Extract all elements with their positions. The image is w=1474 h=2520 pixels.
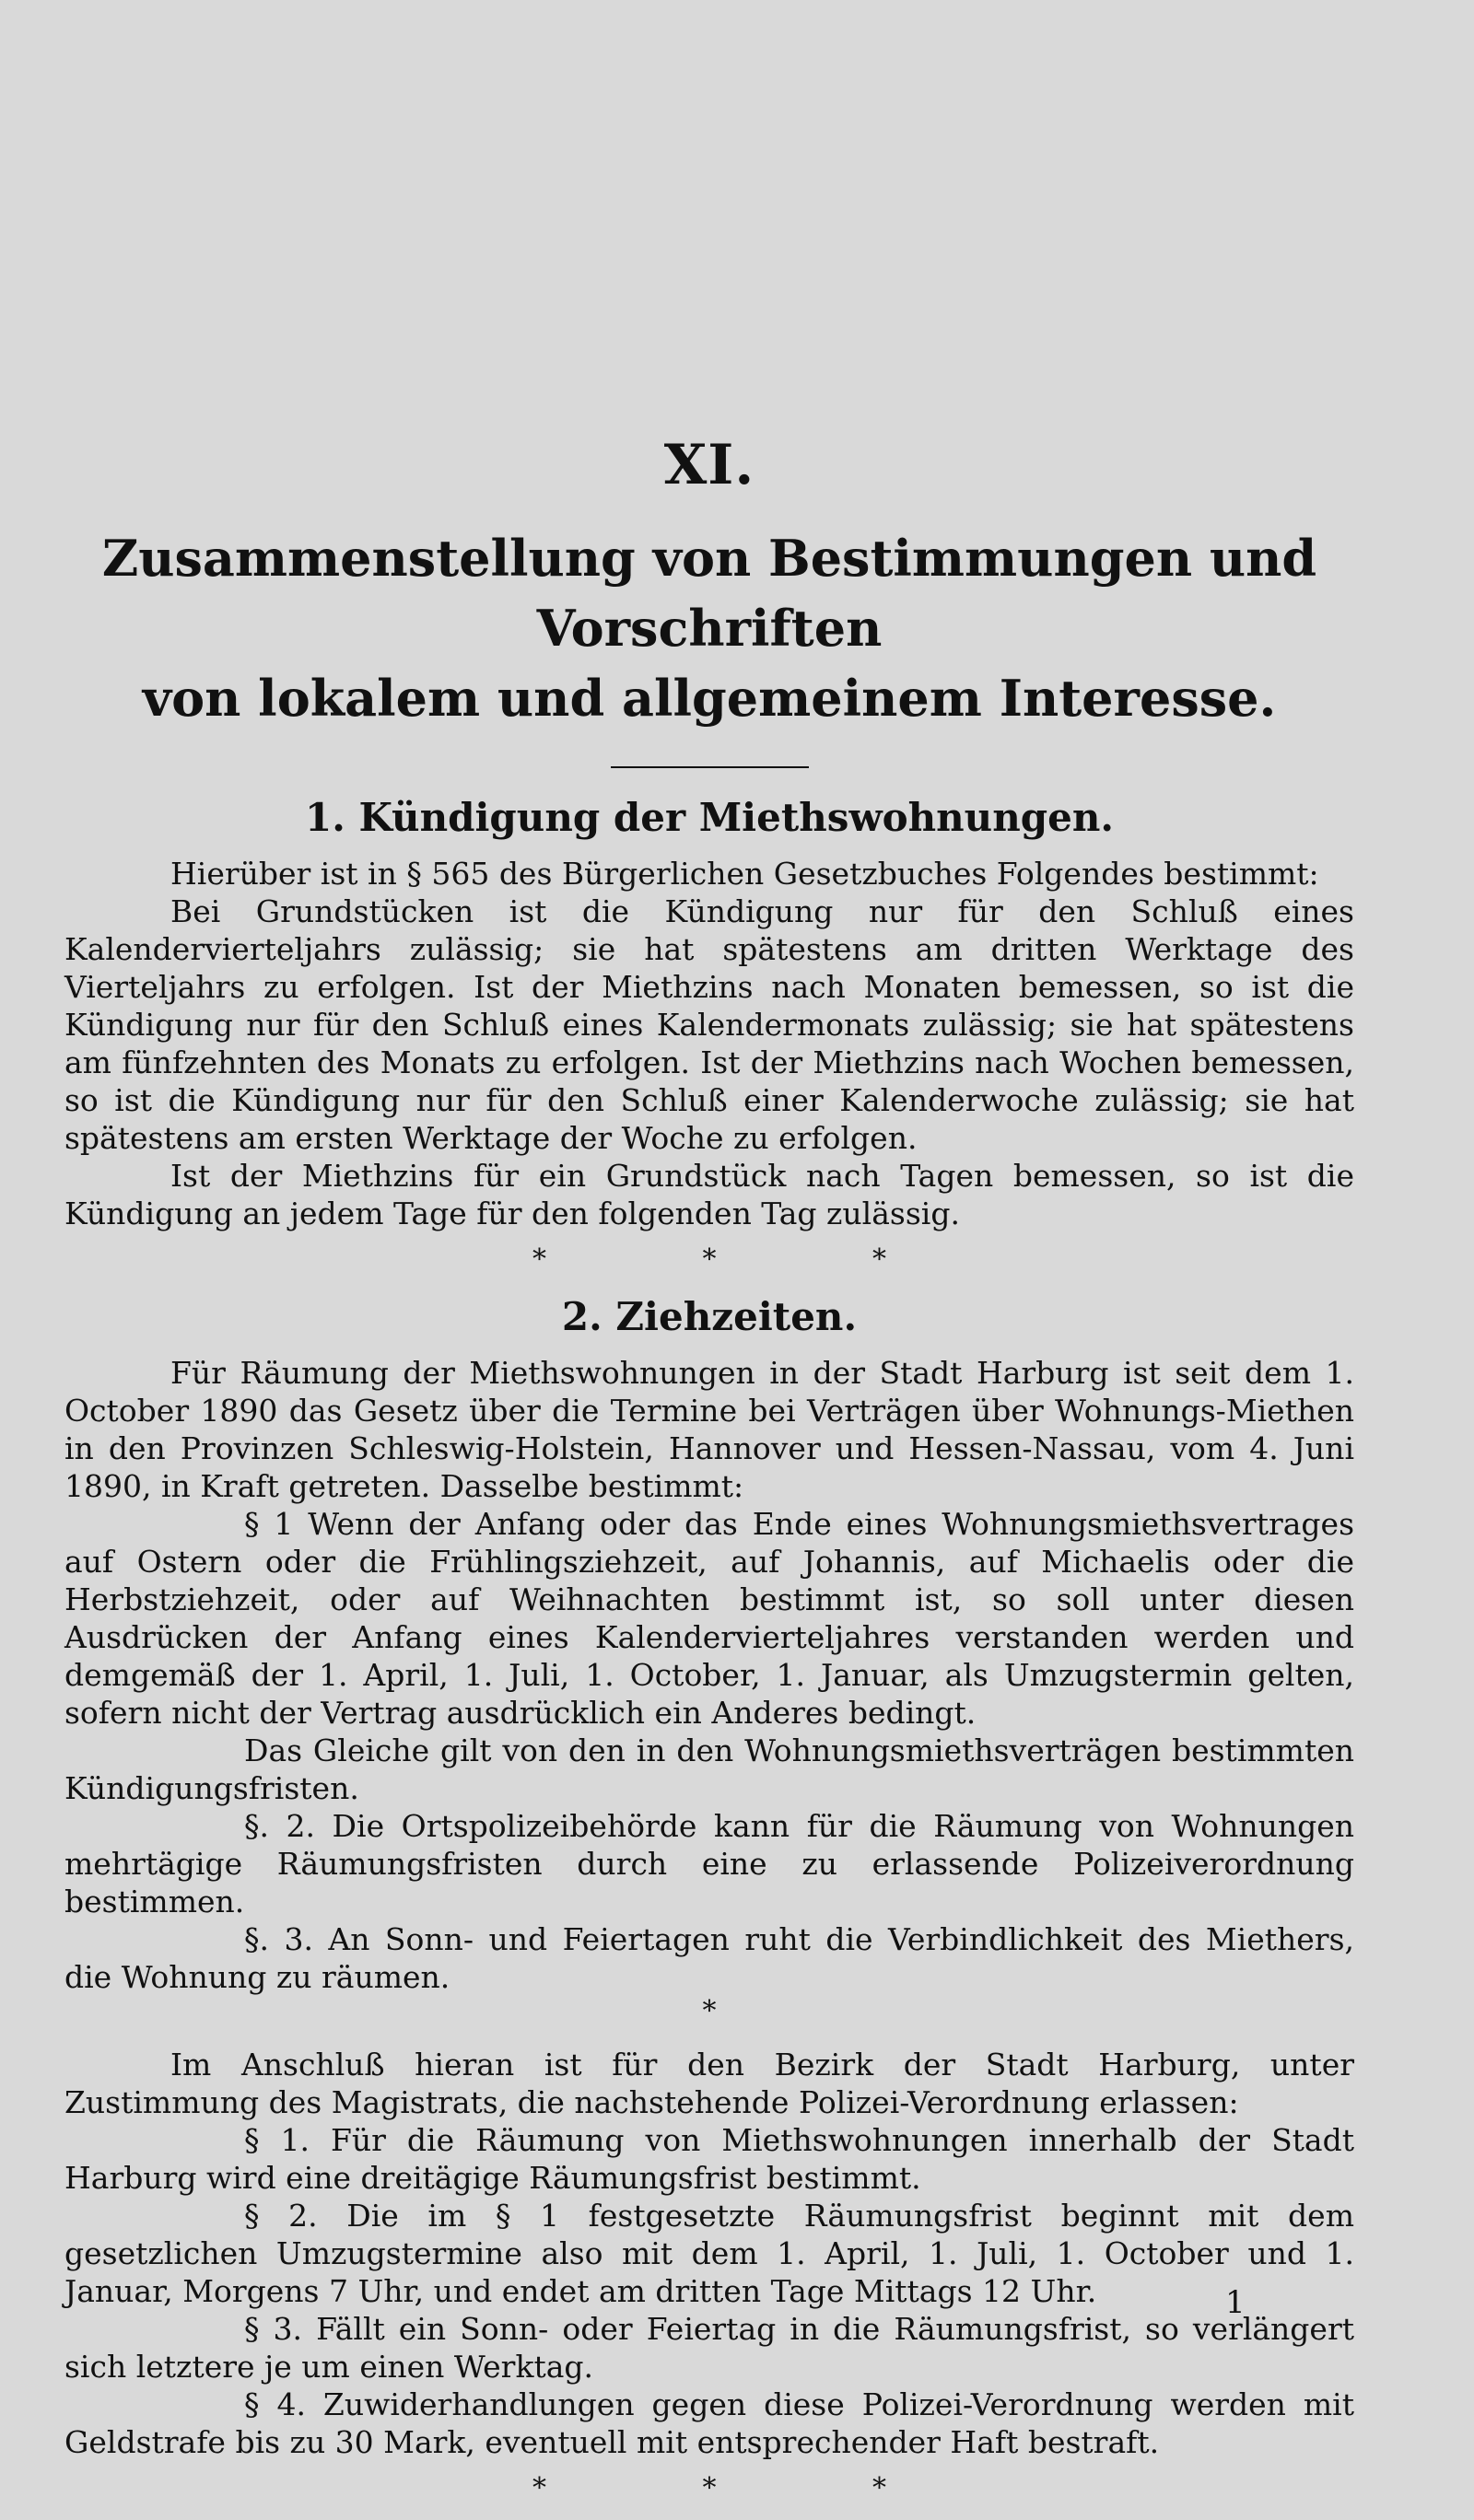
section-2-paragraph-2: § 1 Wenn der Anfang oder das Ende eines Wohnungsmiethsvertrages auf Ostern oder die Frühlingsziehzeit, auf Johannis, auf Michaelis oder die Herbstziehzeit, oder auf Weihnachten bestimmt ist, so soll unter diesen Ausdrücken der Anfang eines Kalendervierteljahres verstanden werden und demgemäß der 1. April, 1. Juli, 1. October, 1. Januar, als Umzugstermin gelten, sofern nicht der Vertrag ausdrücklich ein Anderes bedingt.	[64, 1506, 1354, 1731]
page-number: 1	[1225, 2284, 1246, 2321]
section-2-paragraph-6: Im Anschluß hieran ist für den Bezirk der Stadt Harburg, unter Zustimmung des Magistrats, die nachstehende Polizei-Verordnung erlassen:	[64, 2047, 1354, 2120]
section-separator-stars: * * *	[532, 1243, 887, 1276]
single-star-separator: *	[702, 1995, 717, 2027]
section-1-heading: 1. Kündigung der Miethswohnungen.	[304, 795, 1115, 840]
document-title	[64, 523, 1354, 733]
section-2-paragraph-3: Das Gleiche gilt von den in den Wohnungsmiethsverträgen bestimmten Kündigungsfristen.	[64, 1732, 1354, 1806]
title-line-1: Zusammenstellung von Bestimmungen und Vorschriften	[101, 529, 1317, 658]
section-2-paragraph-9: § 3. Fällt ein Sonn- oder Feiertag in die Räumungsfrist, so verlängert sich letztere je um einen Werktag.	[64, 2311, 1354, 2385]
section-2-paragraph-5: §. 3. An Sonn- und Feiertagen ruht die Verbindlichkeit des Miethers, die Wohnung zu räumen.	[64, 1921, 1354, 1995]
document-body	[64, 433, 1354, 2520]
section-1-paragraph-2: Bei Grundstücken ist die Kündigung nur für den Schluß eines Kalendervierteljahrs zulässig; sie hat spätestens am dritten Werktage des Vierteljahrs zu erfolgen. Ist der Miethzins nach Monaten bemessen, so ist die Kündigung nur für den Schluß eines Kalendermonats zulässig; sie hat spätestens am fünfzehnten des Monats zu erfolgen. Ist der Miethzins nach Wochen bemessen, so ist die Kündigung nur für den Schluß einer Kalenderwoche zulässig; sie hat spätestens am ersten Werktage der Woche zu erfolgen.	[64, 893, 1354, 1156]
chapter-number: XI.	[663, 433, 755, 497]
section-1-paragraph-1: Hierüber ist in § 565 des Bürgerlichen Gesetzbuches Folgendes bestimmt:	[170, 856, 1319, 892]
section-ziehzeiten	[64, 1291, 1354, 2461]
section-kuendigung	[64, 792, 1354, 1232]
section-2-paragraph-1: Für Räumung der Miethswohnungen in der Stadt Harburg ist seit dem 1. October 1890 das Gesetz über die Termine bei Verträgen über Wohnungs-Miethen in den Provinzen Schleswig-Holstein, Hannover und Hessen-Nassau, vom 4. Juni 1890, in Kraft getreten. Dasselbe bestimmt:	[64, 1355, 1354, 1504]
end-separator-stars: * * *	[532, 2472, 887, 2504]
section-2-heading: 2. Ziehzeiten.	[561, 1294, 858, 1339]
section-2-paragraph-10: § 4. Zuwiderhandlungen gegen diese Polizei-Verordnung werden mit Geldstrafe bis zu 30 Mark, eventuell mit entsprechender Haft bestraft.	[64, 2386, 1354, 2460]
section-1-paragraph-3: Ist der Miethzins für ein Grundstück nach Tagen bemessen, so ist die Kündigung an jedem Tage für den folgenden Tag zulässig.	[64, 1158, 1354, 1231]
divider-rule	[611, 766, 809, 768]
section-2-paragraph-7: § 1. Für die Räumung von Miethswohnungen innerhalb der Stadt Harburg wird eine dreitägige Räumungsfrist bestimmt.	[64, 2122, 1354, 2196]
title-line-2: von lokalem und allgemeinem Interesse.	[142, 669, 1277, 728]
section-2-paragraph-4: §. 2. Die Ortspolizeibehörde kann für die Räumung von Wohnungen mehrtägige Räumungsfristen durch eine zu erlassende Polizeiverordnung bestimmen.	[64, 1808, 1354, 1919]
section-2-paragraph-8: § 2. Die im § 1 festgesetzte Räumungsfrist beginnt mit dem gesetzlichen Umzugstermine also mit dem 1. April, 1. Juli, 1. October und 1. Januar, Morgens 7 Uhr, und endet am dritten Tage Mittags 12 Uhr.	[64, 2198, 1354, 2309]
